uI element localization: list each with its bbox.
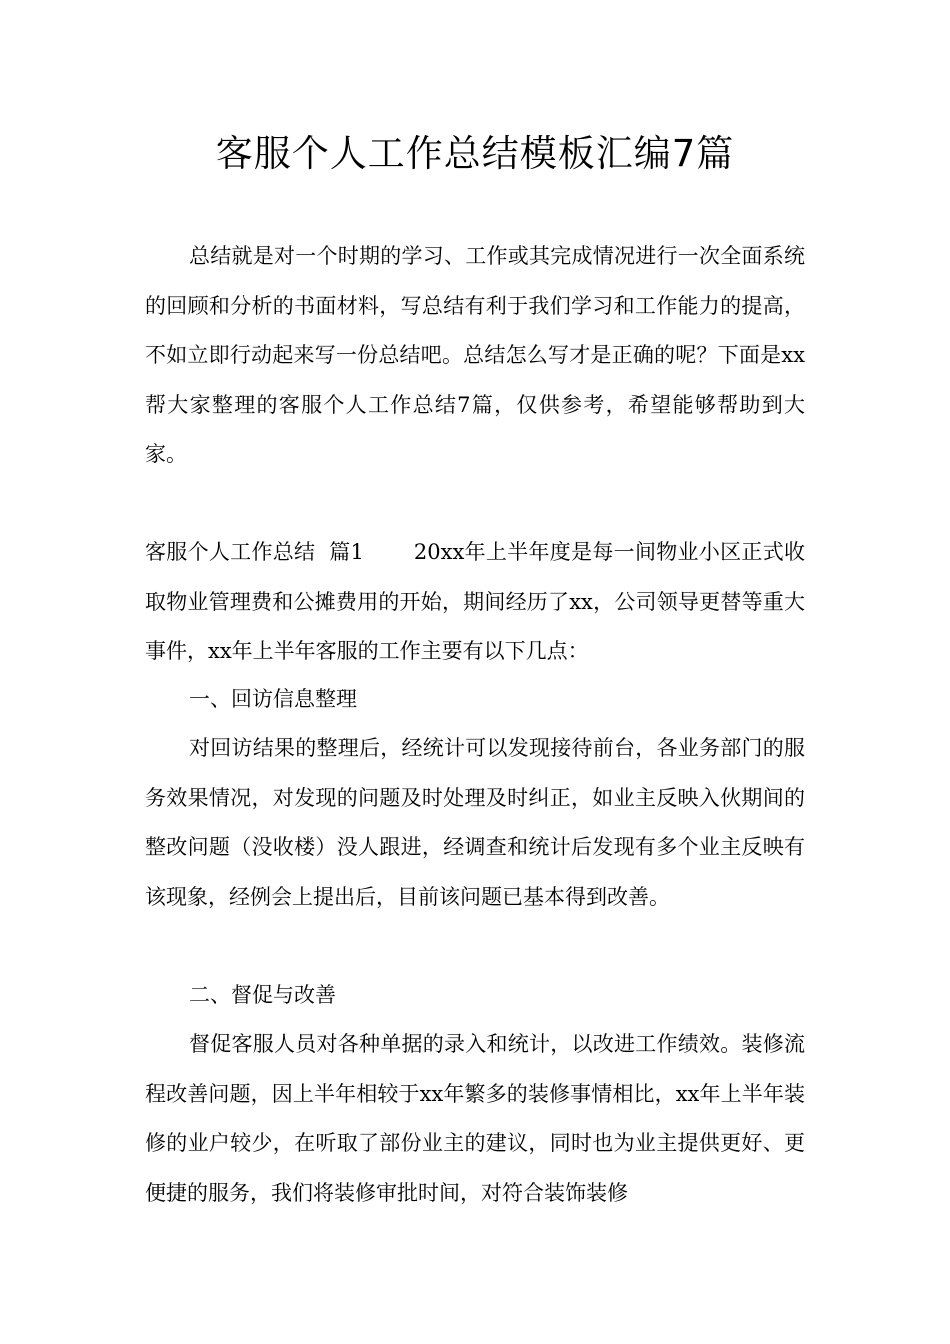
intro-paragraph: 总结就是对一个时期的学习、工作或其完成情况进行一次全面系统的回顾和分析的书面材料，写总结有利于我们学习和工作能力的提高，不如立即行动起来写一份总结吧。总结怎么写才是正确的呢？下面是xx帮大家整理的客服个人工作总结7篇，仅供参考，希望能够帮助到大家。 [145,244,805,466]
heading-2: 二、督促与改善 [189,983,336,1007]
section1-paragraph [145,528,805,677]
heading-1: 一、回访信息整理 [189,687,357,711]
section1-text: 20xx年上半年度是每一间物业小区正式收取物业管理费和公摊费用的开始，期间经历了xx，公司领导更替等重大事件，xx年上半年客服的工作主要有以下几点： [145,540,805,663]
paragraph-1: 对回访结果的整理后，经统计可以发现接待前台，各业务部门的服务效果情况，对发现的问题及时处理及时纠正，如业主反映入伙期间的整改问题（没收楼）没人跟进，经调查和统计后发现有多个业主反映有该现象，经例会上提出后，目前该问题已基本得到改善。 [145,736,805,909]
section1-label: 客服个人工作总结 篇1 [145,540,364,564]
document-title: 客服个人工作总结模板汇编7篇 [215,132,735,175]
paragraph-2: 督促客服人员对各种单据的录入和统计，以改进工作绩效。装修流程改善问题，因上半年相较于xx年繁多的装修事情相比，xx年上半年装修的业户较少，在听取了部份业主的建议，同时也为业主提供更好、更便捷的服务，我们将装修审批时间，对符合装饰装修 [145,1032,805,1205]
